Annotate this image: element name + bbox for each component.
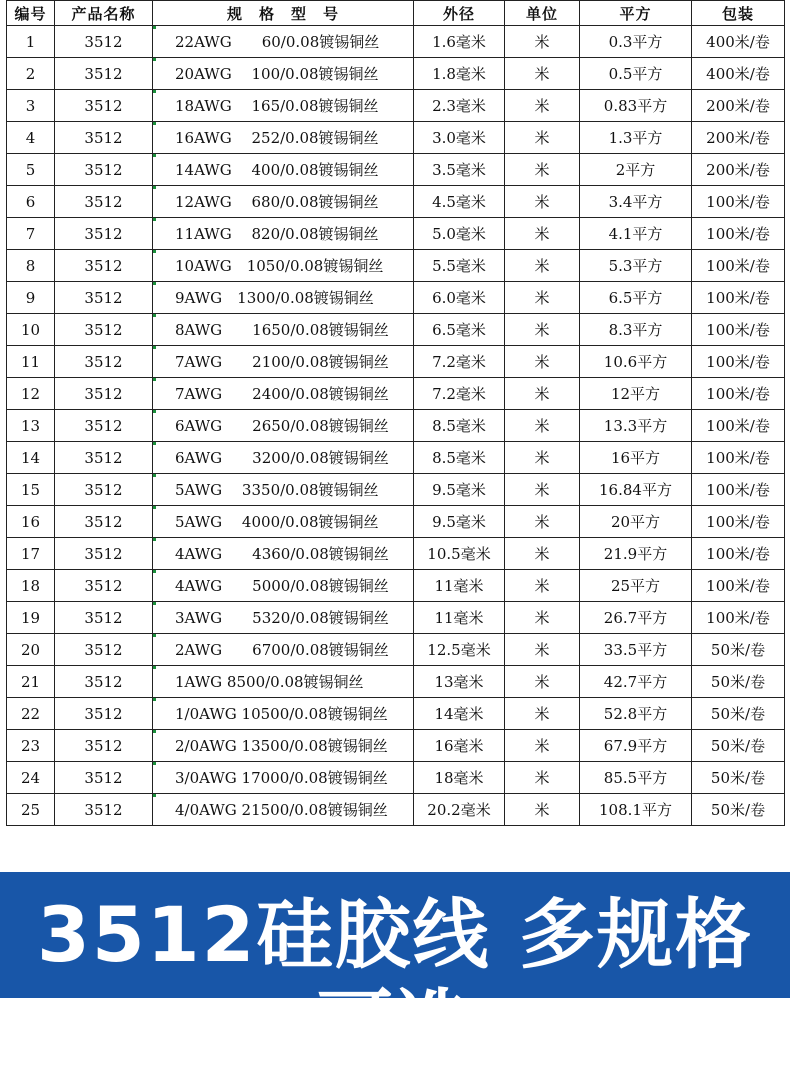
cell-col-packaging: 50米/卷: [692, 634, 785, 666]
cell-col-area: 25平方: [580, 570, 692, 602]
table-row: [7, 506, 785, 538]
cell-col-area: 13.3平方: [580, 410, 692, 442]
table-row: [7, 282, 785, 314]
cell-col-diameter: 18毫米: [414, 762, 505, 794]
cell-col-spec: 12AWG 680/0.08镀锡铜丝: [153, 186, 414, 218]
cell-col-index: 9: [7, 282, 55, 314]
cell-col-area: 4.1平方: [580, 218, 692, 250]
cell-col-index: 19: [7, 602, 55, 634]
table-body: [7, 26, 785, 826]
cell-col-diameter: 20.2毫米: [414, 794, 505, 826]
header-col-product-name: 产品名称: [55, 1, 153, 26]
cell-col-unit: 米: [505, 122, 580, 154]
cell-col-diameter: 2.3毫米: [414, 90, 505, 122]
cell-col-unit: 米: [505, 602, 580, 634]
cell-col-unit: 米: [505, 506, 580, 538]
cell-col-diameter: 6.5毫米: [414, 314, 505, 346]
cell-col-unit: 米: [505, 666, 580, 698]
cell-col-product-name: 3512: [55, 90, 153, 122]
table-header: [7, 1, 785, 26]
cell-col-unit: 米: [505, 346, 580, 378]
cell-col-packaging: 200米/卷: [692, 122, 785, 154]
table-row: [7, 154, 785, 186]
table-row: [7, 378, 785, 410]
table-row: [7, 442, 785, 474]
cell-col-index: 6: [7, 186, 55, 218]
cell-col-unit: 米: [505, 218, 580, 250]
cell-col-spec: 2/0AWG 13500/0.08镀锡铜丝: [153, 730, 414, 762]
table-row: [7, 634, 785, 666]
table-row: [7, 570, 785, 602]
cell-col-area: 12平方: [580, 378, 692, 410]
table-row: [7, 730, 785, 762]
cell-col-spec: 8AWG 1650/0.08镀锡铜丝: [153, 314, 414, 346]
cell-col-index: 21: [7, 666, 55, 698]
cell-col-index: 8: [7, 250, 55, 282]
cell-col-product-name: 3512: [55, 730, 153, 762]
cell-col-index: 4: [7, 122, 55, 154]
cell-col-packaging: 400米/卷: [692, 58, 785, 90]
cell-col-diameter: 6.0毫米: [414, 282, 505, 314]
cell-col-area: 3.4平方: [580, 186, 692, 218]
cell-col-product-name: 3512: [55, 154, 153, 186]
cell-col-product-name: 3512: [55, 26, 153, 58]
header-col-area: 平方: [580, 1, 692, 26]
cell-col-product-name: 3512: [55, 506, 153, 538]
cell-col-index: 18: [7, 570, 55, 602]
cell-col-unit: 米: [505, 154, 580, 186]
cell-col-area: 5.3平方: [580, 250, 692, 282]
cell-col-spec: 7AWG 2400/0.08镀锡铜丝: [153, 378, 414, 410]
cell-col-diameter: 9.5毫米: [414, 506, 505, 538]
cell-col-spec: 5AWG 4000/0.08镀锡铜丝: [153, 506, 414, 538]
promo-banner: [0, 872, 790, 1069]
cell-col-diameter: 3.0毫米: [414, 122, 505, 154]
cell-col-product-name: 3512: [55, 346, 153, 378]
cell-col-diameter: 12.5毫米: [414, 634, 505, 666]
cell-col-packaging: 100米/卷: [692, 506, 785, 538]
cell-col-packaging: 100米/卷: [692, 602, 785, 634]
cell-col-spec: 4AWG 4360/0.08镀锡铜丝: [153, 538, 414, 570]
cell-col-area: 1.3平方: [580, 122, 692, 154]
cell-col-product-name: 3512: [55, 474, 153, 506]
banner-title: 3512硅胶线 多规格可选: [37, 890, 753, 1069]
table-row: [7, 762, 785, 794]
cell-col-packaging: 50米/卷: [692, 730, 785, 762]
cell-col-area: 21.9平方: [580, 538, 692, 570]
cell-col-index: 12: [7, 378, 55, 410]
cell-col-diameter: 10.5毫米: [414, 538, 505, 570]
table-row: [7, 666, 785, 698]
header-col-index: 编号: [7, 1, 55, 26]
cell-col-product-name: 3512: [55, 250, 153, 282]
cell-col-area: 2平方: [580, 154, 692, 186]
cell-col-diameter: 13毫米: [414, 666, 505, 698]
cell-col-area: 85.5平方: [580, 762, 692, 794]
table-row: [7, 346, 785, 378]
cell-col-packaging: 50米/卷: [692, 698, 785, 730]
cell-col-area: 10.6平方: [580, 346, 692, 378]
cell-col-product-name: 3512: [55, 410, 153, 442]
cell-col-spec: 6AWG 2650/0.08镀锡铜丝: [153, 410, 414, 442]
cell-col-area: 108.1平方: [580, 794, 692, 826]
cell-col-product-name: 3512: [55, 538, 153, 570]
cell-col-unit: 米: [505, 538, 580, 570]
table-row: [7, 250, 785, 282]
cell-col-index: 10: [7, 314, 55, 346]
cell-col-product-name: 3512: [55, 570, 153, 602]
cell-col-index: 16: [7, 506, 55, 538]
table-row: [7, 698, 785, 730]
cell-col-spec: 11AWG 820/0.08镀锡铜丝: [153, 218, 414, 250]
cell-col-packaging: 100米/卷: [692, 538, 785, 570]
cell-col-unit: 米: [505, 794, 580, 826]
cell-col-unit: 米: [505, 570, 580, 602]
table-row: [7, 58, 785, 90]
cell-col-unit: 米: [505, 282, 580, 314]
cell-col-spec: 3/0AWG 17000/0.08镀锡铜丝: [153, 762, 414, 794]
cell-col-packaging: 400米/卷: [692, 26, 785, 58]
cell-col-area: 0.83平方: [580, 90, 692, 122]
cell-col-diameter: 1.6毫米: [414, 26, 505, 58]
table-row: [7, 218, 785, 250]
cell-col-area: 26.7平方: [580, 602, 692, 634]
cell-col-product-name: 3512: [55, 282, 153, 314]
cell-col-diameter: 8.5毫米: [414, 410, 505, 442]
cell-col-product-name: 3512: [55, 794, 153, 826]
cell-col-area: 16平方: [580, 442, 692, 474]
cell-col-product-name: 3512: [55, 666, 153, 698]
cell-col-area: 0.3平方: [580, 26, 692, 58]
cell-col-spec: 3AWG 5320/0.08镀锡铜丝: [153, 602, 414, 634]
cell-col-area: 20平方: [580, 506, 692, 538]
table-row: [7, 474, 785, 506]
cell-col-unit: 米: [505, 762, 580, 794]
cell-col-unit: 米: [505, 250, 580, 282]
cell-col-diameter: 11毫米: [414, 570, 505, 602]
cell-col-product-name: 3512: [55, 698, 153, 730]
cell-col-unit: 米: [505, 378, 580, 410]
table-row: [7, 26, 785, 58]
cell-col-diameter: 5.0毫米: [414, 218, 505, 250]
cell-col-spec: 14AWG 400/0.08镀锡铜丝: [153, 154, 414, 186]
cell-col-unit: 米: [505, 90, 580, 122]
cell-col-product-name: 3512: [55, 762, 153, 794]
cell-col-diameter: 1.8毫米: [414, 58, 505, 90]
cell-col-index: 2: [7, 58, 55, 90]
cell-col-diameter: 7.2毫米: [414, 346, 505, 378]
cell-col-unit: 米: [505, 442, 580, 474]
cell-col-packaging: 200米/卷: [692, 154, 785, 186]
cell-col-area: 67.9平方: [580, 730, 692, 762]
cell-col-index: 24: [7, 762, 55, 794]
cell-col-unit: 米: [505, 634, 580, 666]
cell-col-spec: 22AWG 60/0.08镀锡铜丝: [153, 26, 414, 58]
table-row: [7, 602, 785, 634]
cell-col-diameter: 7.2毫米: [414, 378, 505, 410]
cell-col-unit: 米: [505, 186, 580, 218]
table-row: [7, 794, 785, 826]
cell-col-index: 3: [7, 90, 55, 122]
cell-col-packaging: 100米/卷: [692, 250, 785, 282]
cell-col-area: 0.5平方: [580, 58, 692, 90]
cell-col-spec: 16AWG 252/0.08镀锡铜丝: [153, 122, 414, 154]
cell-col-product-name: 3512: [55, 186, 153, 218]
cell-col-diameter: 5.5毫米: [414, 250, 505, 282]
cell-col-product-name: 3512: [55, 314, 153, 346]
cell-col-unit: 米: [505, 698, 580, 730]
cell-col-packaging: 100米/卷: [692, 570, 785, 602]
cell-col-unit: 米: [505, 26, 580, 58]
table-row: [7, 314, 785, 346]
header-col-diameter: 外径: [414, 1, 505, 26]
cell-col-index: 17: [7, 538, 55, 570]
cell-col-packaging: 50米/卷: [692, 762, 785, 794]
cell-col-unit: 米: [505, 474, 580, 506]
cell-col-diameter: 8.5毫米: [414, 442, 505, 474]
cell-col-spec: 1/0AWG 10500/0.08镀锡铜丝: [153, 698, 414, 730]
cell-col-diameter: 4.5毫米: [414, 186, 505, 218]
cell-col-unit: 米: [505, 730, 580, 762]
cell-col-packaging: 200米/卷: [692, 90, 785, 122]
cell-col-spec: 6AWG 3200/0.08镀锡铜丝: [153, 442, 414, 474]
cell-col-product-name: 3512: [55, 218, 153, 250]
cell-col-packaging: 50米/卷: [692, 666, 785, 698]
cell-col-spec: 2AWG 6700/0.08镀锡铜丝: [153, 634, 414, 666]
cell-col-diameter: 14毫米: [414, 698, 505, 730]
cell-col-packaging: 50米/卷: [692, 794, 785, 826]
header-col-unit: 单位: [505, 1, 580, 26]
cell-col-area: 6.5平方: [580, 282, 692, 314]
cell-col-unit: 米: [505, 410, 580, 442]
cell-col-product-name: 3512: [55, 602, 153, 634]
cell-col-index: 7: [7, 218, 55, 250]
cell-col-spec: 5AWG 3350/0.08镀锡铜丝: [153, 474, 414, 506]
cell-col-spec: 20AWG 100/0.08镀锡铜丝: [153, 58, 414, 90]
cell-col-area: 52.8平方: [580, 698, 692, 730]
cell-col-index: 5: [7, 154, 55, 186]
cell-col-product-name: 3512: [55, 634, 153, 666]
cell-col-packaging: 100米/卷: [692, 218, 785, 250]
cell-col-packaging: 100米/卷: [692, 442, 785, 474]
cell-col-spec: 1AWG 8500/0.08镀锡铜丝: [153, 666, 414, 698]
spec-table: [6, 0, 785, 826]
cell-col-index: 14: [7, 442, 55, 474]
header-row: [7, 1, 785, 26]
cell-col-index: 13: [7, 410, 55, 442]
cell-col-index: 20: [7, 634, 55, 666]
cell-col-packaging: 100米/卷: [692, 186, 785, 218]
cell-col-diameter: 16毫米: [414, 730, 505, 762]
cell-col-unit: 米: [505, 314, 580, 346]
cell-col-index: 11: [7, 346, 55, 378]
cell-col-packaging: 100米/卷: [692, 314, 785, 346]
cell-col-packaging: 100米/卷: [692, 474, 785, 506]
cell-col-spec: 10AWG 1050/0.08镀锡铜丝: [153, 250, 414, 282]
cell-col-product-name: 3512: [55, 58, 153, 90]
cell-col-area: 42.7平方: [580, 666, 692, 698]
separator-gap: [0, 838, 790, 872]
table-row: [7, 122, 785, 154]
cell-col-packaging: 100米/卷: [692, 346, 785, 378]
cell-col-product-name: 3512: [55, 442, 153, 474]
cell-col-spec: 4AWG 5000/0.08镀锡铜丝: [153, 570, 414, 602]
cell-col-spec: 7AWG 2100/0.08镀锡铜丝: [153, 346, 414, 378]
cell-col-spec: 4/0AWG 21500/0.08镀锡铜丝: [153, 794, 414, 826]
cell-col-index: 1: [7, 26, 55, 58]
header-col-packaging: 包装: [692, 1, 785, 26]
cell-col-packaging: 100米/卷: [692, 282, 785, 314]
cell-col-product-name: 3512: [55, 378, 153, 410]
cell-col-index: 23: [7, 730, 55, 762]
cell-col-diameter: 11毫米: [414, 602, 505, 634]
cell-col-index: 25: [7, 794, 55, 826]
cell-col-area: 33.5平方: [580, 634, 692, 666]
table-row: [7, 186, 785, 218]
cell-col-diameter: 3.5毫米: [414, 154, 505, 186]
cell-col-index: 15: [7, 474, 55, 506]
cell-col-packaging: 100米/卷: [692, 410, 785, 442]
cell-col-unit: 米: [505, 58, 580, 90]
cell-col-spec: 9AWG 1300/0.08镀锡铜丝: [153, 282, 414, 314]
cell-col-index: 22: [7, 698, 55, 730]
cell-col-packaging: 100米/卷: [692, 378, 785, 410]
table-row: [7, 410, 785, 442]
cell-col-spec: 18AWG 165/0.08镀锡铜丝: [153, 90, 414, 122]
table-row: [7, 538, 785, 570]
cell-col-product-name: 3512: [55, 122, 153, 154]
cell-col-diameter: 9.5毫米: [414, 474, 505, 506]
table-row: [7, 90, 785, 122]
cell-col-area: 8.3平方: [580, 314, 692, 346]
cell-col-area: 16.84平方: [580, 474, 692, 506]
header-col-spec: 规 格 型 号: [153, 1, 414, 26]
